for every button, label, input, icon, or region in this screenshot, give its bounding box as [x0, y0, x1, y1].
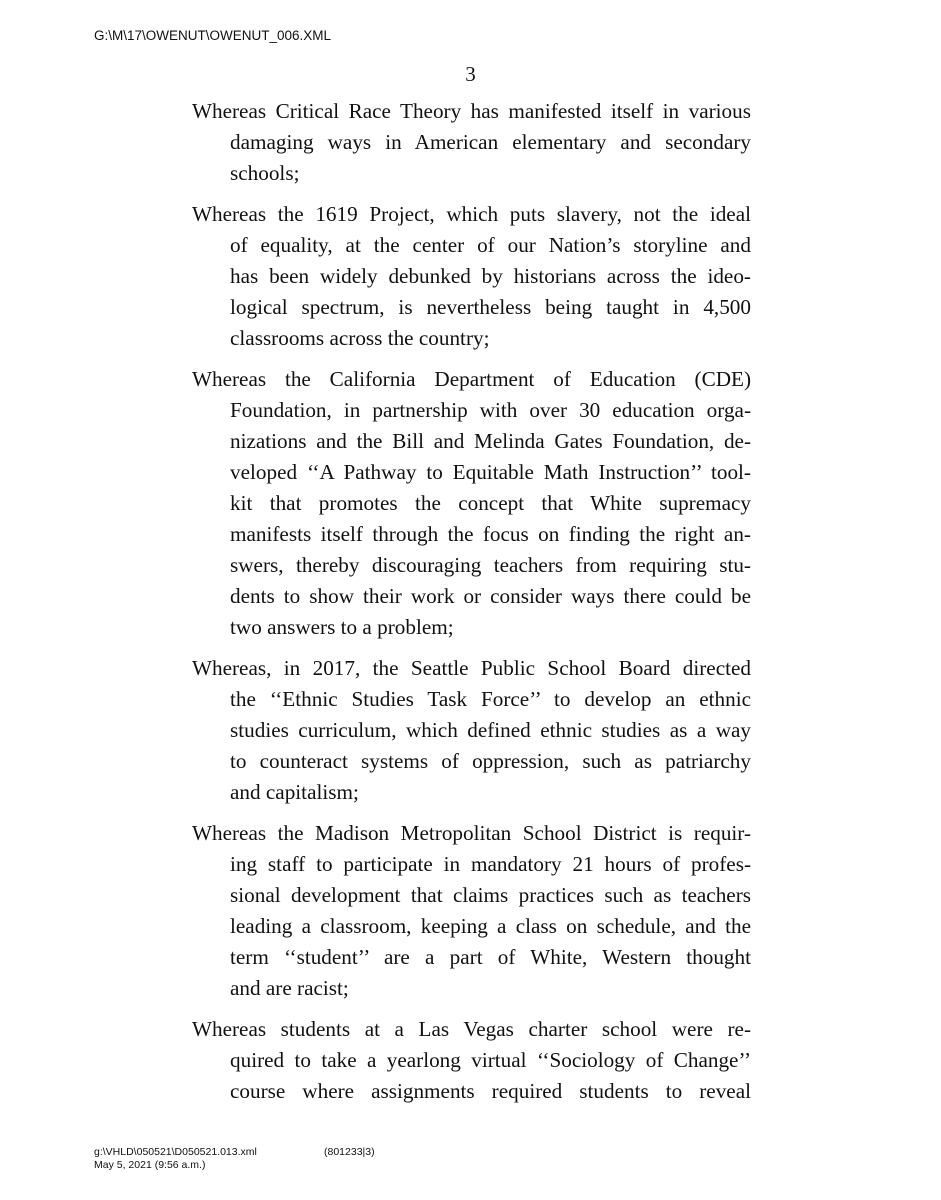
clause-line: manifests itself through the focus on finding the right an-	[230, 522, 751, 546]
clause-line: nizations and the Bill and Melinda Gates Foundation, de-	[230, 429, 751, 453]
clause-line: dents to show their work or consider ways there could be	[230, 584, 751, 608]
clause-line: the ‘‘Ethnic Studies Task Force’’ to develop an ethnic	[230, 687, 751, 711]
clause-line: ing staff to participate in mandatory 21 hours of profes-	[230, 852, 751, 876]
clause-line: veloped ‘‘A Pathway to Equitable Math Instruction’’ tool-	[230, 460, 751, 484]
clause-line: of equality, at the center of our Nation’s storyline and	[230, 233, 751, 257]
whereas-clause	[192, 1014, 751, 1107]
clause-line: quired to take a yearlong virtual ‘‘Sociology of Change’’	[230, 1048, 751, 1072]
clause-line: has been widely debunked by historians across the ideo-	[230, 264, 751, 288]
clause-line: two answers to a problem;	[230, 615, 454, 639]
document-path: G:\M\17\OWENUT\OWENUT_006.XML	[94, 28, 332, 43]
clause-line: course where assignments required students to reveal	[230, 1079, 751, 1103]
whereas-clause	[192, 364, 751, 643]
footer-timestamp: May 5, 2021 (9:56 a.m.)	[94, 1159, 206, 1171]
clause-line: Whereas, in 2017, the Seattle Public School Board directed	[192, 656, 751, 680]
clause-line: term ‘‘student’’ are a part of White, Western thought	[230, 945, 751, 969]
whereas-clause	[192, 818, 751, 1004]
page-footer	[94, 1146, 375, 1172]
whereas-clause	[192, 653, 751, 808]
clause-line: Whereas the California Department of Education (CDE)	[192, 367, 751, 391]
clause-line: Whereas students at a Las Vegas charter school were re-	[192, 1017, 751, 1041]
clause-line: kit that promotes the concept that White supremacy	[230, 491, 751, 515]
whereas-clause	[192, 199, 751, 354]
clause-line: to counteract systems of oppression, such as patriarchy	[230, 749, 751, 773]
clause-line: schools;	[230, 161, 300, 185]
whereas-clause	[192, 96, 751, 189]
clause-line: classrooms across the country;	[230, 326, 490, 350]
clause-line: logical spectrum, is nevertheless being taught in 4,500	[230, 295, 751, 319]
resolution-body	[192, 96, 751, 1117]
page-number: 3	[465, 62, 476, 86]
clause-line: and capitalism;	[230, 780, 359, 804]
clause-line: studies curriculum, which defined ethnic studies as a way	[230, 718, 751, 742]
clause-line: and are racist;	[230, 976, 349, 1000]
clause-line: damaging ways in American elementary and secondary	[230, 130, 751, 154]
clause-line: Whereas the Madison Metropolitan School District is requir-	[192, 821, 751, 845]
clause-line: leading a classroom, keeping a class on schedule, and the	[230, 914, 751, 938]
footer-file-path: g:\VHLD\050521\D050521.013.xml	[94, 1146, 257, 1158]
clause-line: sional development that claims practices such as teachers	[230, 883, 751, 907]
clause-line: Whereas Critical Race Theory has manifested itself in various	[192, 99, 751, 123]
clause-line: Foundation, in partnership with over 30 education orga-	[230, 398, 751, 422]
clause-line: swers, thereby discouraging teachers from requiring stu-	[230, 553, 751, 577]
footer-code: (801233|3)	[324, 1146, 375, 1158]
clause-line: Whereas the 1619 Project, which puts slavery, not the ideal	[192, 202, 751, 226]
